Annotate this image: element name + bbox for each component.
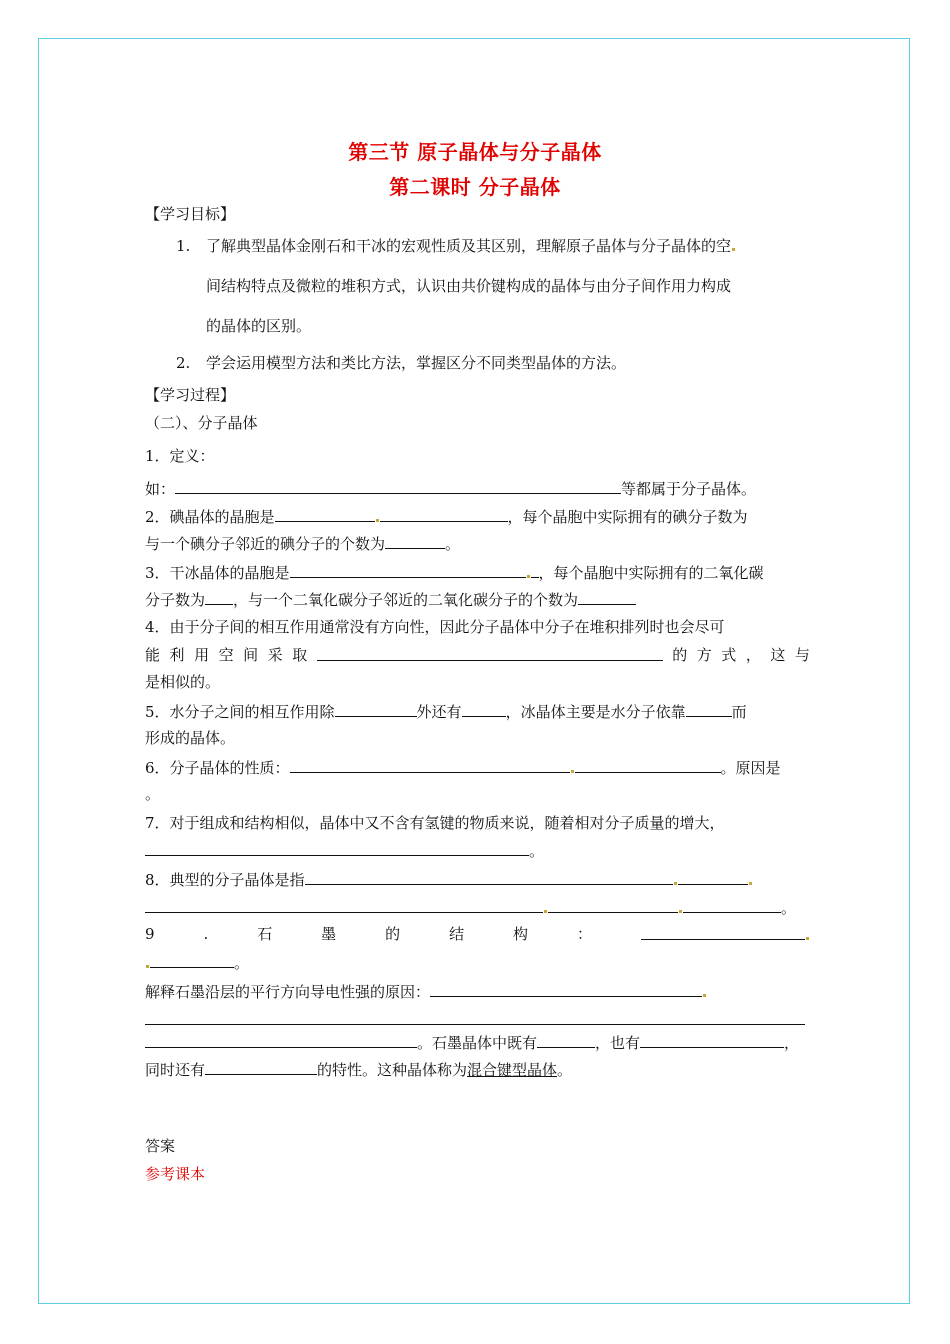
question-1-label: 1．定义： <box>145 447 215 465</box>
process-heading: 【学习过程】 <box>145 386 236 404</box>
question-5-line-1: 5．水分子之间的相互作用除 外还有 ，冰晶体主要是水分子依靠 而 <box>145 703 747 721</box>
question-6-line-1: 6．分子晶体的性质： 。原因是 <box>145 759 781 777</box>
blank-graphite-feature[interactable] <box>205 1059 317 1075</box>
blank-graphite-structure-2[interactable] <box>150 952 234 968</box>
section-title: 第三节 原子晶体与分子晶体 <box>348 140 602 164</box>
question-3-line-1: 3．干冰晶体的晶胞是 ，每个晶胞中实际拥有的二氧化碳 <box>145 564 764 582</box>
question-8-line-1: 8．典型的分子晶体是指 <box>145 869 753 890</box>
blank-conductivity-reason[interactable] <box>430 981 702 997</box>
blank-molecular-properties[interactable] <box>290 757 570 773</box>
graphite-bond-line: 。石墨晶体中既有 ，也有 ， <box>145 1032 799 1053</box>
question-4-line-3: 是相似的。 <box>145 673 221 691</box>
blank-typical-molecular-crystals-4[interactable] <box>548 897 678 913</box>
question-4-line-1: 4．由于分子间的相互作用通常没有方向性，因此分子晶体中分子在堆积排列时也会尽可 <box>145 618 725 636</box>
blank-graphite-bond-1[interactable] <box>537 1032 595 1048</box>
objective-1-line-3: 的晶体的区别。 <box>206 317 312 335</box>
blank-dry-ice-cell[interactable] <box>290 562 526 578</box>
question-4-line-2: 能 利 用 空 间 采 取 的 方 式 ， 这 与 <box>145 646 810 664</box>
mixed-bond-crystal-term: 混合键型晶体 <box>467 1061 558 1079</box>
graphite-conductivity-continuation <box>145 1009 805 1030</box>
blank-typical-molecular-crystals-2[interactable] <box>678 869 748 885</box>
blank-water-interaction-1[interactable] <box>335 701 417 717</box>
blank-typical-molecular-crystals-5[interactable] <box>683 897 781 913</box>
blank-iodine-neighbors[interactable] <box>385 533 445 549</box>
blank-molecular-properties-2[interactable] <box>575 757 721 773</box>
answer-label: 答案 <box>145 1137 176 1155</box>
question-2-line-1: 2．碘晶体的晶胞是 ，每个晶胞中实际拥有的碘分子数为 <box>145 508 748 526</box>
blank-conductivity-reason-3[interactable] <box>145 1032 417 1048</box>
blank-examples[interactable] <box>175 478 621 494</box>
blank-co2-neighbors[interactable] <box>578 589 636 605</box>
blank-co2-count[interactable] <box>205 589 233 605</box>
question-6-line-2: 。 <box>145 785 161 803</box>
graphite-summary-line: 同时还有 的特性。这种晶体称为混合键型晶体。 <box>145 1061 573 1079</box>
question-7-line-1: 7．对于组成和结构相似，晶体中又不含有氢键的物质来说，随着相对分子质量的增大， <box>145 814 725 832</box>
blank-conductivity-reason-2[interactable] <box>145 1009 805 1025</box>
blank-typical-molecular-crystals-3[interactable] <box>145 897 543 913</box>
objective-2-line-1: 学会运用模型方法和类比方法，掌握区分不同类型晶体的方法。 <box>206 354 627 372</box>
objective-1-line-1: 了解典型晶体金刚石和干冰的宏观性质及其区别，理解原子晶体与分子晶体的空 <box>206 236 736 256</box>
graphite-conductivity-line: 解释石墨沿层的平行方向导电性强的原因： <box>145 981 707 1002</box>
blank-typical-molecular-crystals-1[interactable] <box>305 869 673 885</box>
question-5-line-2: 形成的晶体。 <box>145 729 236 747</box>
blank-molecular-mass-trend[interactable] <box>145 840 529 856</box>
answer-text: 参考课本 <box>145 1165 206 1183</box>
blank-iodine-cell-2[interactable] <box>380 506 508 522</box>
question-7-line-2: 。 <box>145 840 544 861</box>
molecular-crystal-subheading: （二）、分子晶体 <box>145 414 258 432</box>
question-8-line-2: 。 <box>145 897 796 918</box>
lesson-title: 第二课时 分子晶体 <box>389 175 561 199</box>
blank-water-interaction-2[interactable] <box>462 701 506 717</box>
question-9-line-2: 。 <box>145 952 249 973</box>
blank-iodine-cell[interactable] <box>275 506 375 522</box>
blank-graphite-bond-2[interactable] <box>640 1032 784 1048</box>
blank-ice-bond[interactable] <box>686 701 732 717</box>
question-9-line-1: 9 . 石 墨 的 结 构 ： <box>145 924 810 945</box>
objective-1-line-2: 间结构特点及微粒的堆积方式，认识由共价键构成的晶体与由分子间作用力构成 <box>206 277 732 295</box>
blank-packing-mode[interactable] <box>317 645 663 661</box>
objectives-heading: 【学习目标】 <box>145 205 236 223</box>
objective-1-number: 1. <box>176 237 191 255</box>
question-2-line-2: 与一个碘分子邻近的碘分子的个数为 。 <box>145 535 461 553</box>
page-border <box>38 38 910 1304</box>
blank-graphite-structure[interactable] <box>641 924 805 940</box>
question-1-example: 如： 等都属于分子晶体。 <box>145 480 757 498</box>
question-3-line-2: 分子数为 ，与一个二氧化碳分子邻近的二氧化碳分子的个数为 <box>145 589 636 610</box>
objective-2-number: 2. <box>176 354 191 372</box>
